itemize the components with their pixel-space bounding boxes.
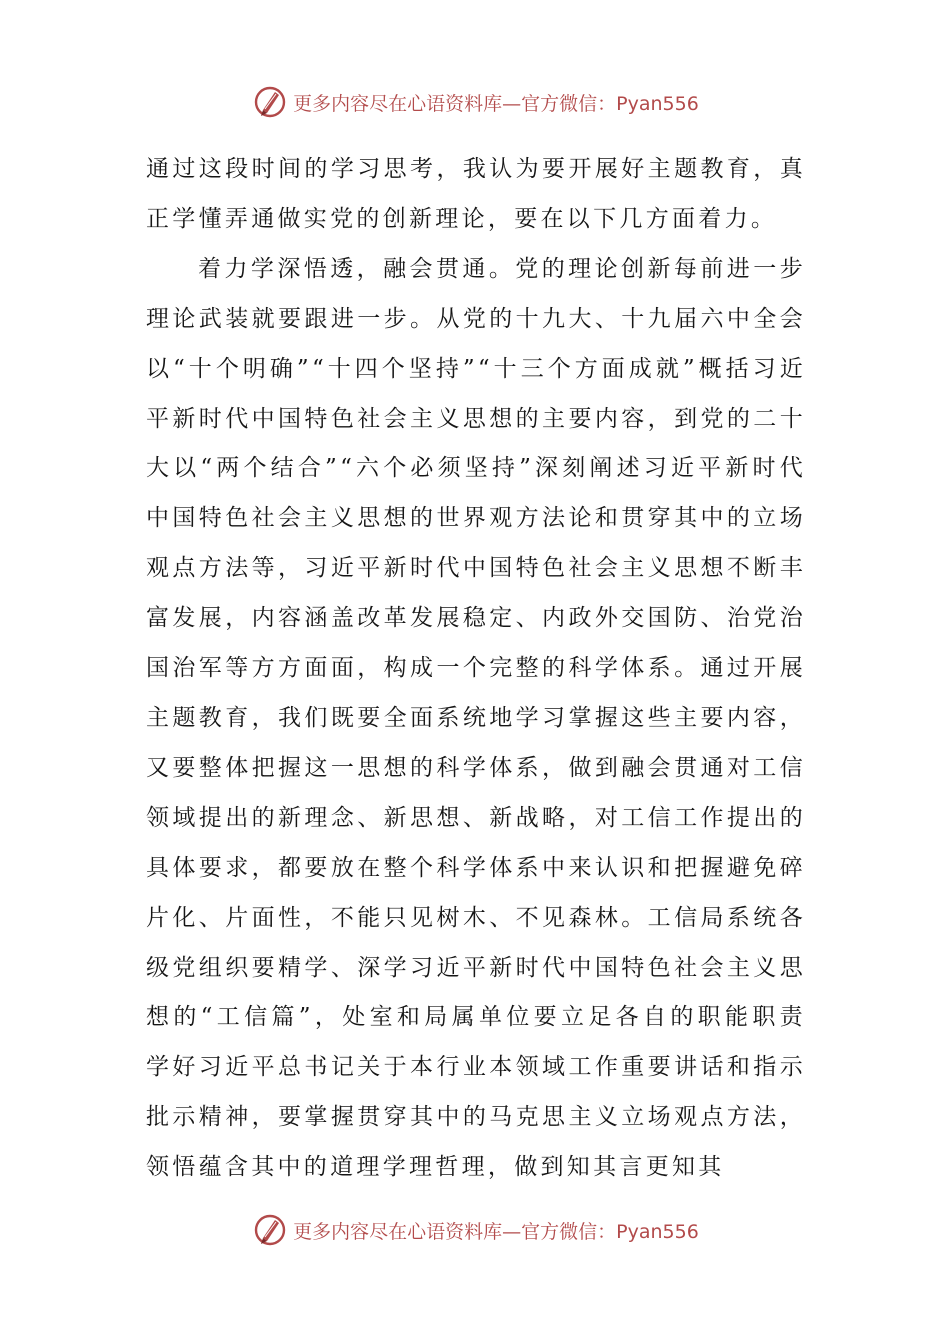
wechat-id: Pyan556 bbox=[616, 1220, 699, 1243]
watermark-text bbox=[293, 89, 699, 116]
wechat-id: Pyan556 bbox=[616, 92, 699, 115]
pen-nib-logo-icon bbox=[251, 83, 289, 121]
watermark-slogan: 更多内容尽在心语资料库—官方微信： bbox=[293, 1220, 617, 1243]
document-body bbox=[146, 145, 806, 1193]
paragraph-intro: 通过这段时间的学习思考，我认为要开展好主题教育，真正学懂弄通做实党的创新理论，要在以下几方面着力。 bbox=[146, 156, 806, 232]
paragraph-main: 着力学深悟透，融会贯通。党的理论创新每前进一步理论武装就要跟进一步。从党的十九大、十九届六中全会以“十个明确”“十四个坚持”“十三个方面成就”概括习近平新时代中国特色社会主义思想的主要内容，到党的二十大以“两个结合”“六个必须坚持”深刻阐述习近平新时代中国特色社会主义思想的世界观方法论和贯穿其中的立场观点方法等，习近平新时代中国特色社会主义思想不断丰富发展，内容涵盖改革发展稳定、内政外交国防、治党治国治军等方方面面，构成一个完整的科学体系。通过开展主题教育，我们既要全面系统地学习掌握这些主要内容，又要整体把握这一思想的科学体系，做到融会贯通对工信领域提出的新理念、新思想、新战略，对工信工作提出的具体要求，都要放在整个科学体系中来认识和把握避免碎片化、片面性，不能只见树木、不见森林。工信局系统各级党组织要精学、深学习近平新时代中国特色社会主义思想的“工信篇”，处室和局属单位要立足各自的职能职责学好习近平总书记关于本行业本领域工作重要讲话和指示批示精神，要掌握贯穿其中的马克思主义立场观点方法，领悟蕴含其中的道理学理哲理，做到知其言更知其 bbox=[146, 255, 806, 1181]
footer-watermark-banner bbox=[0, 1210, 950, 1250]
pen-nib-logo-icon bbox=[251, 1211, 289, 1249]
watermark-text bbox=[293, 1217, 699, 1244]
watermark-slogan: 更多内容尽在心语资料库—官方微信： bbox=[293, 92, 617, 115]
header-watermark-banner bbox=[0, 82, 950, 122]
